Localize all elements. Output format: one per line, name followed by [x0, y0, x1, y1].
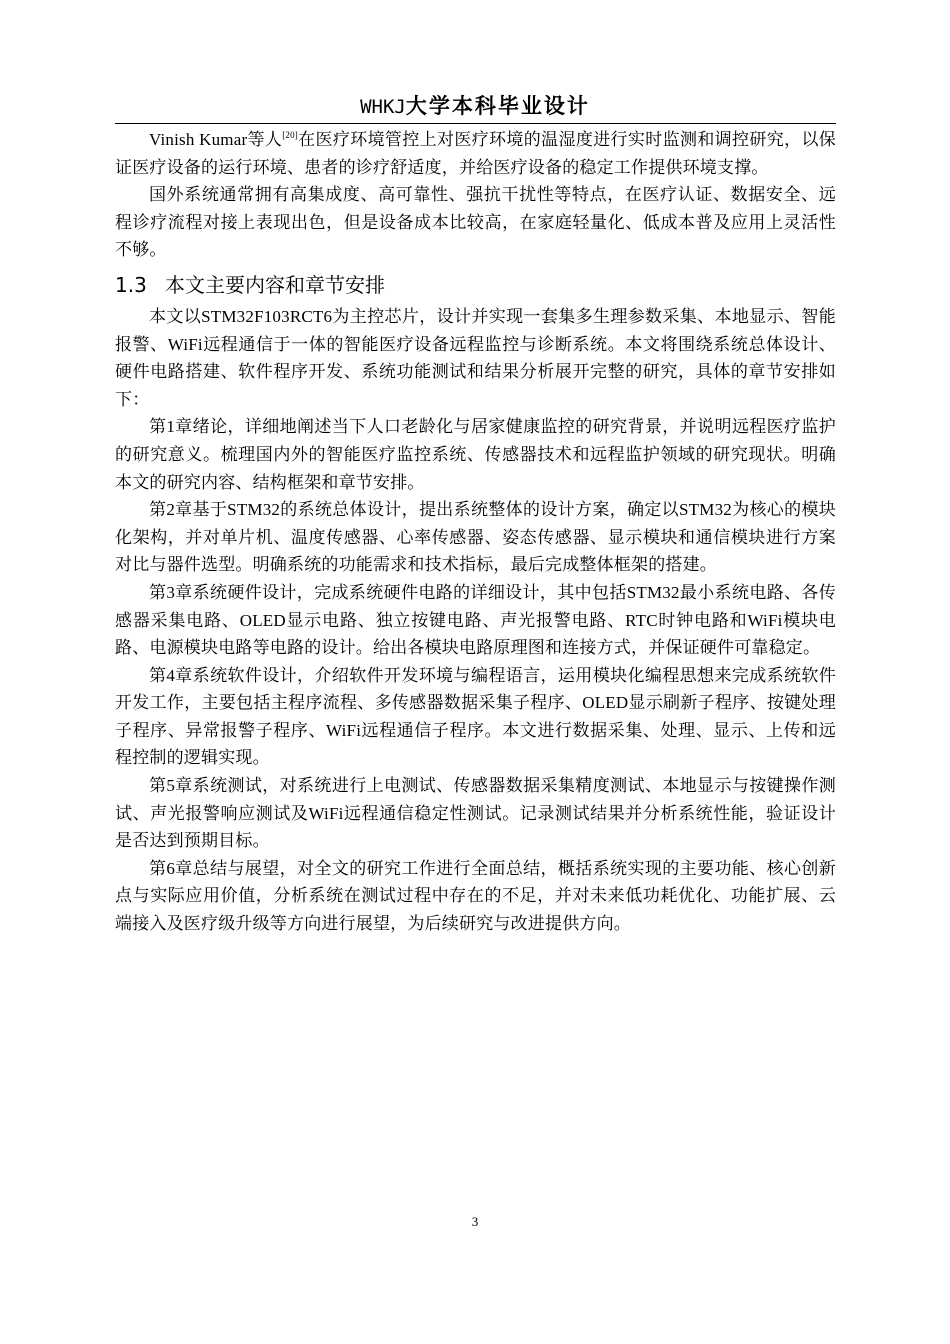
page-number: 3	[471, 1214, 479, 1229]
section-number: 1.3	[115, 272, 147, 297]
section-heading	[115, 271, 836, 299]
paragraph-chapter-2: 第2章基于STM32的系统总体设计，提出系统整体的设计方案，确定以STM32为核心的模块化架构，并对单片机、温度传感器、心率传感器、姿态传感器、显示模块和通信模块进行方案对比与器件选型。明确系统的功能需求和技术指标，最后完成整体框架的搭建。	[115, 500, 836, 575]
paragraph-chapter-3: 第3章系统硬件设计，完成系统硬件电路的详细设计，其中包括STM32最小系统电路、各传感器采集电路、OLED显示电路、独立按键电路、声光报警电路、RTC时钟电路和WiFi模块电路、电源模块电路等电路的设计。给出各模块电路原理图和连接方式，并保证硬件可靠稳定。	[115, 582, 836, 658]
header-title: 大学本科毕业设计	[405, 94, 590, 118]
paragraph-intro-1-rest: 在医疗环境管控上对医疗环境的温湿度进行实时监测和调控研究，以保证医疗设备的运行环境、患者的诊疗舒适度，并给医疗设备的稳定工作提供环境支撑。	[115, 130, 837, 177]
paragraph-intro-1-lead: Vinish Kumar等人	[149, 130, 283, 149]
paragraph-chapter-1: 第1章绪论，详细地阐述当下人口老龄化与居家健康监控的研究背景，并说明远程医疗监护的研究意义。梳理国内外的智能医疗监控系统、传感器技术和远程监护领域的研究现状。明确本文的研究内容、结构框架和章节安排。	[115, 417, 836, 492]
citation-marker: [20]	[282, 130, 298, 140]
section-title: 本文主要内容和章节安排	[165, 272, 385, 297]
paragraph-chapter-4: 第4章系统软件设计，介绍软件开发环境与编程语言，运用模块化编程思想来完成系统软件开发工作，主要包括主程序流程、多传感器数据采集子程序、OLED显示刷新子程序、按键处理子程序、异常报警子程序、WiFi远程通信子程序。本文进行数据采集、处理、显示、上传和远程控制的逻辑实现。	[115, 665, 836, 768]
paragraph-chapter-6: 第6章总结与展望，对全文的研究工作进行全面总结，概括系统实现的主要功能、核心创新点与实际应用价值，分析系统在测试过程中存在的不足，并对未来低功耗优化、功能扩展、云端接入及医疗级升级等方向进行展望，为后续研究与改进提供方向。	[115, 858, 836, 934]
paragraph-intro-2: 国外系统通常拥有高集成度、高可靠性、强抗干扰性等特点，在医疗认证、数据安全、远程诊疗流程对接上表现出色，但是设备成本比较高，在家庭轻量化、低成本普及应用上灵活性不够。	[115, 185, 836, 260]
page-body	[115, 126, 836, 938]
header-rule	[115, 123, 836, 124]
paragraph-overview: 本文以STM32F103RCT6为主控芯片，设计并实现一套集多生理参数采集、本地显示、智能报警、WiFi远程通信于一体的智能医疗设备远程监控与诊断系统。本文将围绕系统总体设计、硬件电路搭建、软件程序开发、系统功能测试和结果分析展开完整的研究，具体的章节安排如下：	[115, 306, 836, 409]
paragraph-intro-1	[115, 126, 836, 181]
paragraph-chapter-5: 第5章系统测试，对系统进行上电测试、传感器数据采集精度测试、本地显示与按键操作测试、声光报警响应测试及WiFi远程通信稳定性测试。记录测试结果并分析系统性能，验证设计是否达到预期目标。	[115, 776, 836, 851]
page-header	[115, 92, 835, 121]
header-org: WHKJ	[360, 96, 406, 118]
